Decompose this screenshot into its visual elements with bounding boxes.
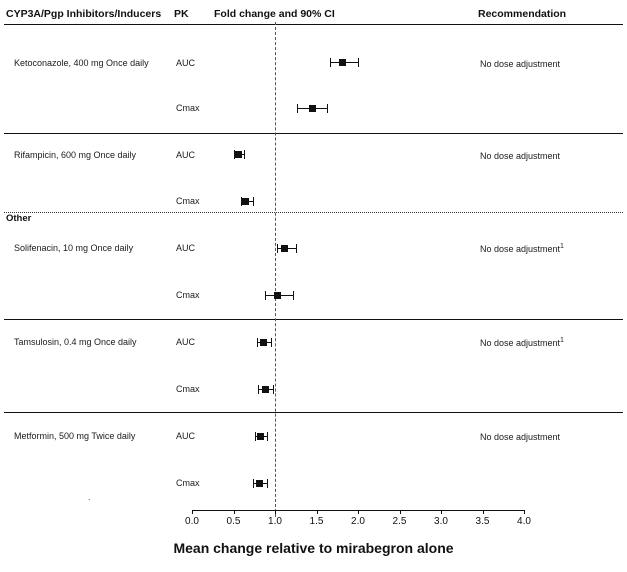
pk-label-solifenacin-cmax: Cmax [176,290,200,300]
confidence-interval-cap [257,338,258,347]
recommendation-text: No dose adjustment [480,244,561,254]
pk-label-ketoconazole-auc: AUC [176,58,196,68]
column-header-drugs: CYP3A/Pgp Inhibitors/Inducers [6,8,162,20]
x-tick [400,510,401,514]
confidence-interval-cap [244,150,245,159]
x-tick-label: 0.0 [185,516,199,527]
point-estimate-marker [257,433,264,440]
x-tick [524,510,525,514]
recommendation-text: No dose adjustment [480,432,561,442]
x-tick-label: 2.0 [351,516,365,527]
x-tick-label: 1.0 [268,516,282,527]
point-estimate-marker [256,480,263,487]
confidence-interval-cap [293,291,294,300]
stray-mark: . [88,492,91,502]
confidence-interval-cap [271,338,272,347]
column-header-recommendation: Recommendation [478,8,567,20]
row-label-ketoconazole: Ketoconazole, 400 mg Once daily [14,58,149,68]
recommendation-text: No dose adjustment [480,151,561,161]
point-estimate-marker [262,386,269,393]
recommendation-text: No dose adjustment [480,338,561,348]
confidence-interval-cap [253,197,254,206]
pk-label-ketoconazole-cmax: Cmax [176,103,200,113]
confidence-interval-cap [253,479,254,488]
confidence-interval-cap [358,58,359,67]
x-tick-label: 3.0 [434,516,448,527]
row-label-tamsulosin: Tamsulosin, 0.4 mg Once daily [14,337,137,347]
recommendation-text: No dose adjustment [480,59,561,69]
pk-label-solifenacin-auc: AUC [176,243,196,253]
confidence-interval-cap [265,291,266,300]
confidence-interval-cap [327,104,328,113]
row-label-solifenacin: Solifenacin, 10 mg Once daily [14,243,134,253]
confidence-interval-cap [267,432,268,441]
x-tick [234,510,235,514]
confidence-interval-cap [258,385,259,394]
recommendation-footnote: 1 [560,243,564,250]
section-label-other: Other [6,213,32,224]
recommendation-footnote: 1 [560,337,564,344]
confidence-interval-cap [277,244,278,253]
pk-label-metformin-auc: AUC [176,431,196,441]
column-header-pk: PK [174,8,189,20]
confidence-interval-cap [296,244,297,253]
confidence-interval-cap [267,479,268,488]
column-header-fold-change: Fold change and 90% CI [214,8,335,20]
x-tick [358,510,359,514]
pk-label-tamsulosin-auc: AUC [176,337,196,347]
x-tick-label: 1.5 [309,516,324,527]
x-tick-label: 0.5 [226,516,241,527]
pk-label-metformin-cmax: Cmax [176,478,200,488]
point-estimate-marker [274,292,281,299]
x-tick [483,510,484,514]
confidence-interval-cap [297,104,298,113]
row-label-metformin: Metformin, 500 mg Twice daily [14,431,136,441]
point-estimate-marker [339,59,346,66]
x-tick [317,510,318,514]
x-tick-label: 4.0 [517,516,531,527]
point-estimate-marker [309,105,316,112]
row-label-rifampicin: Rifampicin, 600 mg Once daily [14,150,137,160]
pk-label-rifampicin-auc: AUC [176,150,196,160]
x-tick [275,510,276,514]
x-tick-label: 3.5 [475,516,490,527]
confidence-interval-cap [330,58,331,67]
forest-plot-area [168,22,608,527]
x-tick [192,510,193,514]
point-estimate-marker [281,245,288,252]
point-estimate-marker [242,198,249,205]
pk-label-rifampicin-cmax: Cmax [176,196,200,206]
confidence-interval-cap [273,385,274,394]
x-tick [441,510,442,514]
x-axis-title: Mean change relative to mirabegron alone [173,540,454,556]
point-estimate-marker [260,339,267,346]
reference-line [275,22,276,517]
pk-label-tamsulosin-cmax: Cmax [176,384,200,394]
point-estimate-marker [235,151,242,158]
x-tick-label: 2.5 [392,516,407,527]
